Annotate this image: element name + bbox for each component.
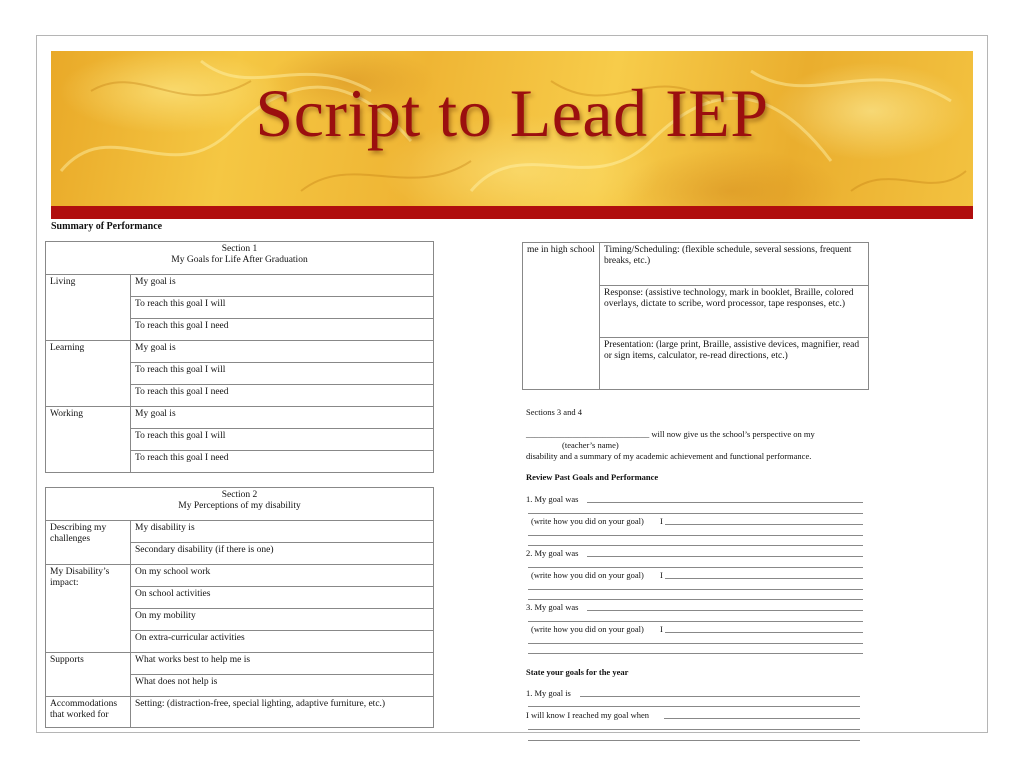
section1-field[interactable]: To reach this goal I need xyxy=(131,385,434,407)
goal3-label: 3. My goal was xyxy=(526,602,579,612)
teacher-intro-line: _____________________________ will now give us the school’s perspective on my xyxy=(526,429,815,439)
section2-row-label: Describing my challenges xyxy=(46,521,131,565)
goal2-line[interactable] xyxy=(587,556,863,557)
goal1-label: 1. My goal was xyxy=(526,494,579,504)
year-goal-line[interactable] xyxy=(580,696,860,697)
section1-field[interactable]: My goal is xyxy=(131,407,434,429)
section1-number: Section 1 xyxy=(221,244,258,254)
section2-table xyxy=(45,487,434,728)
roman-i: I xyxy=(660,570,663,580)
summary-label: Summary of Performance xyxy=(51,221,163,232)
sections34-heading: Sections 3 and 4 xyxy=(526,407,582,417)
goal2-result-line-3[interactable] xyxy=(528,599,863,600)
accommodations-field[interactable]: Timing/Scheduling: (flexible schedule, several sessions, frequent breaks, etc.) xyxy=(600,243,869,286)
section2-field[interactable]: On extra-curricular activities xyxy=(131,631,434,653)
section2-field[interactable]: On school activities xyxy=(131,587,434,609)
teacher-name-caption: (teacher’s name) xyxy=(562,440,619,450)
goal1-result-line[interactable] xyxy=(665,524,863,525)
year-goal-line-2[interactable] xyxy=(528,706,860,707)
write-how-label: (write how you did on your goal) xyxy=(531,624,644,634)
goal1-result-line-3[interactable] xyxy=(528,545,863,546)
section1-field[interactable]: To reach this goal I need xyxy=(131,451,434,473)
section2-heading xyxy=(46,488,434,521)
write-how-label: (write how you did on your goal) xyxy=(531,570,644,580)
section1-field[interactable]: My goal is xyxy=(131,275,434,297)
section2-field[interactable]: What works best to help me is xyxy=(131,653,434,675)
section2-row-label: Supports xyxy=(46,653,131,697)
section1-field[interactable]: My goal is xyxy=(131,341,434,363)
reached-goal-line-3[interactable] xyxy=(528,740,860,741)
page-title: Script to Lead IEP xyxy=(255,75,769,151)
section1-field[interactable]: To reach this goal I will xyxy=(131,363,434,385)
section1-table xyxy=(45,241,434,473)
section1-title: My Goals for Life After Graduation xyxy=(171,255,308,266)
year-goal-label: 1. My goal is xyxy=(526,688,571,698)
accommodations-row-label: me in high school xyxy=(523,243,600,390)
section2-number: Section 2 xyxy=(221,490,258,500)
section2-title: My Perceptions of my disability xyxy=(178,501,301,512)
roman-i: I xyxy=(660,516,663,526)
section2-row-label: My Disability’s impact: xyxy=(46,565,131,653)
goal3-result-line-3[interactable] xyxy=(528,653,863,654)
reached-goal-line-2[interactable] xyxy=(528,729,860,730)
title-banner xyxy=(51,51,973,206)
section2-field[interactable]: Setting: (distraction-free, special lighting, adaptive furniture, etc.) xyxy=(131,697,434,728)
section1-field[interactable]: To reach this goal I need xyxy=(131,319,434,341)
goal2-line-2[interactable] xyxy=(528,567,863,568)
section2-field[interactable]: Secondary disability (if there is one) xyxy=(131,543,434,565)
reached-goal-line[interactable] xyxy=(664,718,860,719)
section2-row-label: Accommodations that worked for xyxy=(46,697,131,728)
title-underline-bar xyxy=(51,206,973,219)
goal3-line-2[interactable] xyxy=(528,621,863,622)
goal2-result-line-2[interactable] xyxy=(528,589,863,590)
goal3-result-line[interactable] xyxy=(665,632,863,633)
section2-field[interactable]: On my mobility xyxy=(131,609,434,631)
goal1-result-line-2[interactable] xyxy=(528,535,863,536)
section1-heading xyxy=(46,242,434,275)
accommodations-table xyxy=(522,242,869,390)
write-how-label: (write how you did on your goal) xyxy=(531,516,644,526)
section2-field[interactable]: What does not help is xyxy=(131,675,434,697)
reached-goal-label: I will know I reached my goal when xyxy=(526,710,649,720)
section1-field[interactable]: To reach this goal I will xyxy=(131,429,434,451)
state-goals-heading: State your goals for the year xyxy=(526,667,629,677)
goal1-line[interactable] xyxy=(587,502,863,503)
section1-row-label: Living xyxy=(46,275,131,341)
review-heading: Review Past Goals and Performance xyxy=(526,472,659,482)
section1-field[interactable]: To reach this goal I will xyxy=(131,297,434,319)
goal3-line[interactable] xyxy=(587,610,863,611)
section1-row-label: Working xyxy=(46,407,131,473)
roman-i: I xyxy=(660,624,663,634)
goal1-line-2[interactable] xyxy=(528,513,863,514)
goal2-label: 2. My goal was xyxy=(526,548,579,558)
goal2-result-line[interactable] xyxy=(665,578,863,579)
section1-row-label: Learning xyxy=(46,341,131,407)
goal3-result-line-2[interactable] xyxy=(528,643,863,644)
accommodations-field[interactable]: Response: (assistive technology, mark in booklet, Braille, colored overlays, dictate to scribe, word processor, tape responses, etc.) xyxy=(600,286,869,338)
accommodations-field[interactable]: Presentation: (large print, Braille, assistive devices, magnifier, read or sign items, calculator, re-read directions, etc.) xyxy=(600,338,869,390)
section2-field[interactable]: My disability is xyxy=(131,521,434,543)
intro-line-3: disability and a summary of my academic achievement and functional performance. xyxy=(526,451,812,461)
section2-field[interactable]: On my school work xyxy=(131,565,434,587)
